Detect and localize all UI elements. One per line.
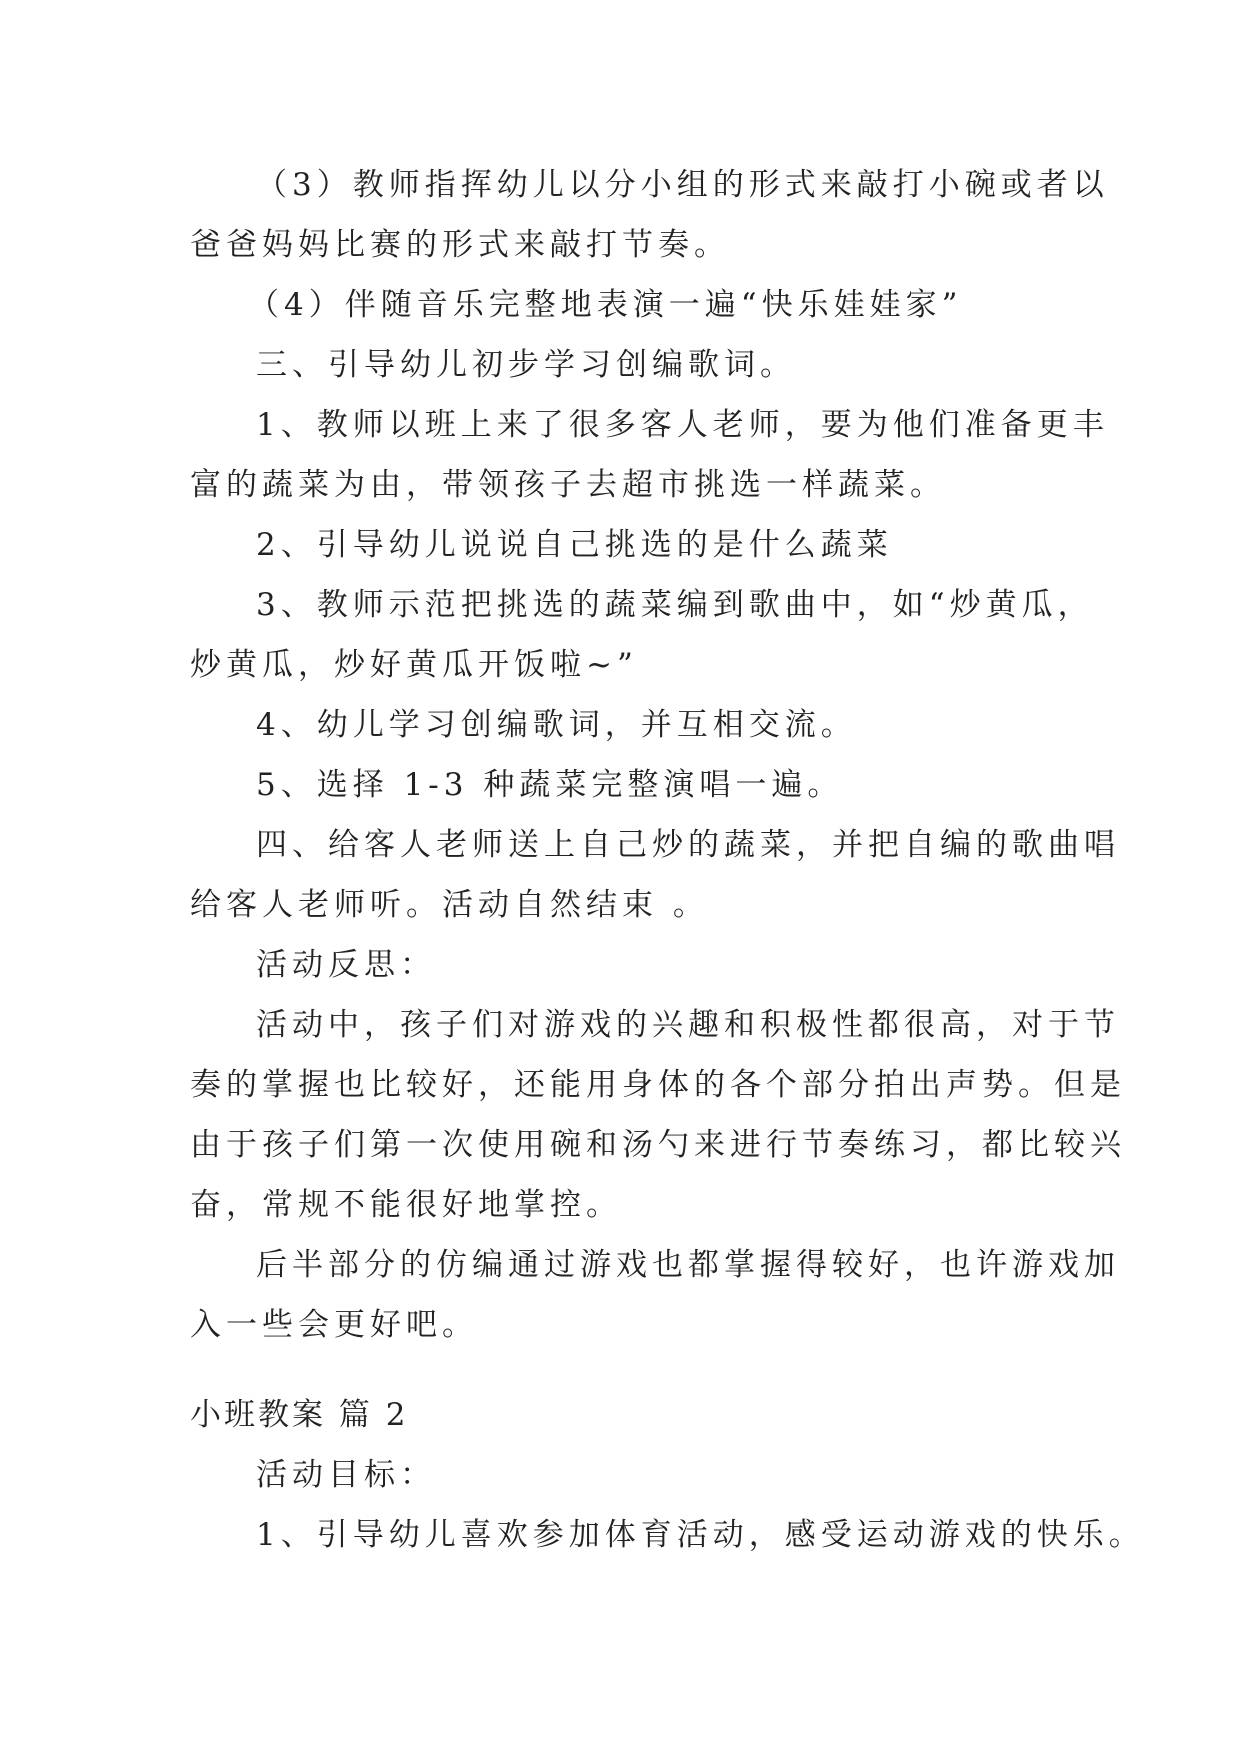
paragraph-line: 炒黄瓜，炒好黄瓜开饭啦~” bbox=[190, 647, 638, 683]
paragraph-line: 富的蔬菜为由，带领孩子去超市挑选一样蔬菜。 bbox=[190, 467, 946, 503]
paragraph-line: 由于孩子们第一次使用碗和汤勺来进行节奏练习，都比较兴 bbox=[190, 1127, 1126, 1163]
paragraph-line: 1、教师以班上来了很多客人老师，要为他们准备更丰 bbox=[256, 407, 1109, 443]
section-heading: 四、给客人老师送上自己炒的蔬菜，并把自编的歌曲唱 bbox=[256, 827, 1120, 863]
subheading: 活动目标： bbox=[256, 1457, 436, 1493]
paragraph-line: 给客人老师听。活动自然结束 。 bbox=[190, 887, 709, 923]
paragraph-line: 奏的掌握也比较好，还能用身体的各个部分拍出声势。但是 bbox=[190, 1067, 1126, 1103]
paragraph-line: 4、幼儿学习创编歌词，并互相交流。 bbox=[256, 707, 857, 743]
paragraph-line: 后半部分的仿编通过游戏也都掌握得较好，也许游戏加 bbox=[256, 1247, 1120, 1283]
section-heading: 三、引导幼儿初步学习创编歌词。 bbox=[256, 347, 796, 383]
paragraph-line: （4）伴随音乐完整地表演一遍“快乐娃娃家” bbox=[248, 287, 963, 323]
paragraph-line: 5、选择 1-3 种蔬菜完整演唱一遍。 bbox=[256, 767, 844, 803]
paragraph-line: 3、教师示范把挑选的蔬菜编到歌曲中，如“炒黄瓜， bbox=[256, 587, 1094, 623]
paragraph-line: 爸爸妈妈比赛的形式来敲打节奏。 bbox=[190, 227, 730, 263]
paragraph-line: 2、引导幼儿说说自己挑选的是什么蔬菜 bbox=[256, 527, 893, 563]
subheading: 活动反思： bbox=[256, 947, 436, 983]
paragraph-line: 入一些会更好吧。 bbox=[190, 1307, 478, 1343]
paragraph-line: （3）教师指挥幼儿以分小组的形式来敲打小碗或者以 bbox=[256, 167, 1109, 203]
paragraph-line: 奋，常规不能很好地掌控。 bbox=[190, 1187, 622, 1223]
paragraph-line: 活动中，孩子们对游戏的兴趣和积极性都很高，对于节 bbox=[256, 1007, 1120, 1043]
paragraph-line: 1、引导幼儿喜欢参加体育活动，感受运动游戏的快乐。 bbox=[256, 1517, 1145, 1553]
lesson-title: 小班教案 篇 2 bbox=[190, 1397, 409, 1433]
